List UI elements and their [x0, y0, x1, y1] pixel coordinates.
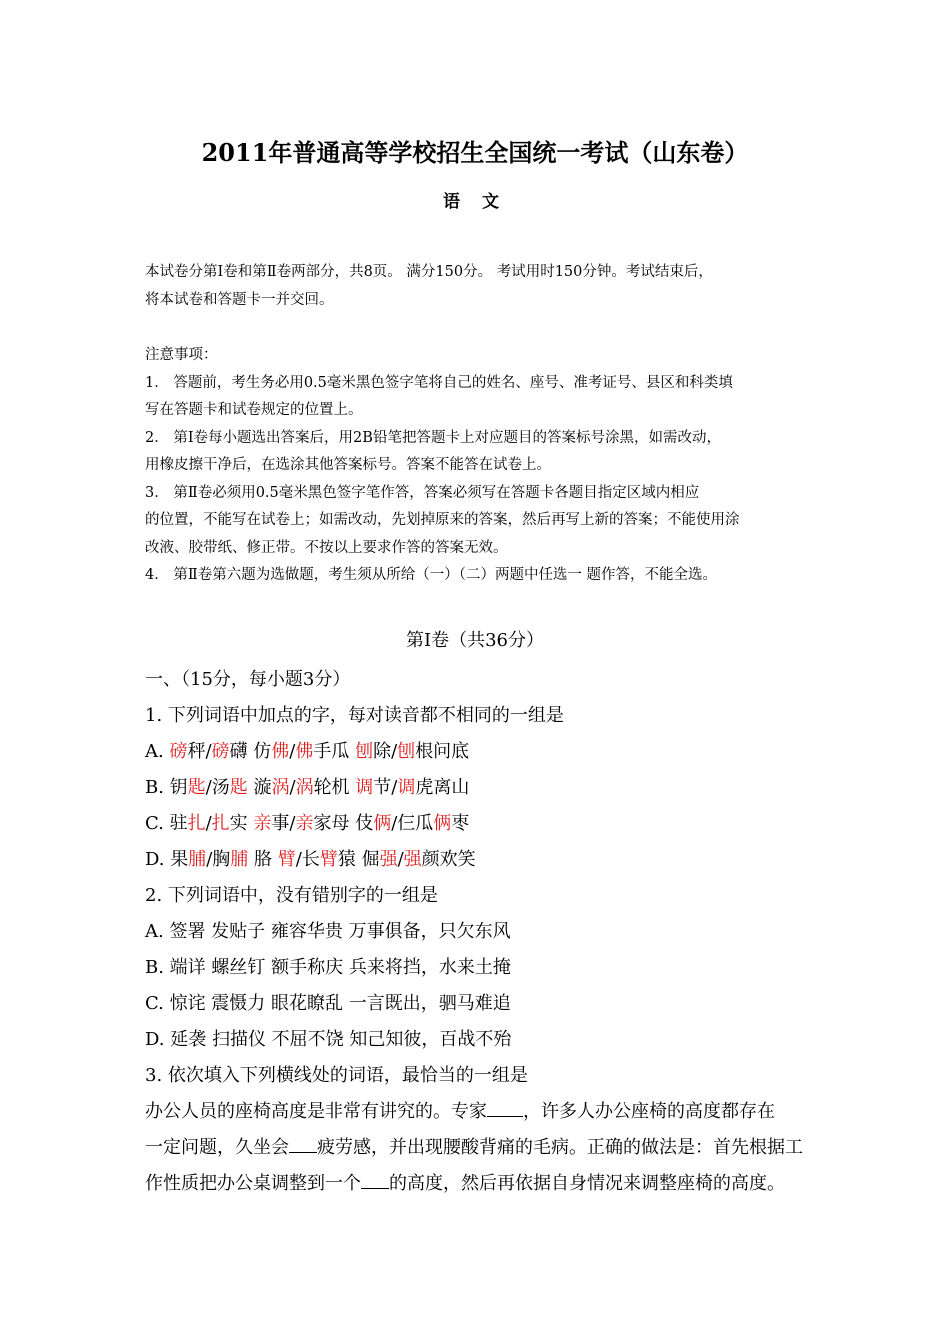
notes-line: 的位置，不能写在试卷上；如需改动，先划掉原来的答案，然后再写上新的答案；不能使用涂 — [145, 512, 740, 528]
segment: /胸 — [206, 849, 231, 870]
highlight: 调 — [397, 777, 416, 798]
highlight: 涡 — [295, 777, 314, 798]
q1-option-d — [145, 842, 825, 878]
q2-option-d: D. 延袭 扫描仪 不屈不饶 知己知彼，百战不殆 — [145, 1029, 512, 1050]
segment: 礴 仿 — [229, 741, 272, 762]
segment: /长 — [295, 849, 320, 870]
q1-option-a — [145, 734, 825, 770]
highlight: 扎 — [211, 813, 230, 834]
q2-stem: 2. 下列词语中，没有错别字的一组是 — [145, 885, 438, 906]
section-title: 第Ⅰ卷（共36分） — [405, 630, 544, 651]
notes-line: 2． 第Ⅰ卷每小题选出答案后，用2B铅笔把答题卡上对应题目的答案标号涂黑，如需改动， — [145, 429, 721, 446]
segment: / — [397, 849, 404, 870]
intro-line: 本试卷分第Ⅰ卷和第Ⅱ卷两部分，共8页。 满分150分。 考试用时150分钟。考试结束后， — [145, 264, 713, 280]
segment: 办公人员的座椅高度是非常有讲究的。专家 — [145, 1101, 487, 1122]
highlight: 俩 — [373, 813, 392, 834]
q3-passage-line — [145, 1166, 825, 1202]
q1-stem: 1. 下列词语中加点的字，每对读音都不相同的一组是 — [145, 705, 564, 726]
segment: /汤 — [205, 777, 230, 798]
highlight: 亲 — [253, 813, 272, 834]
notes-line: 3． 第Ⅱ卷必须用0.5毫米黑色签字笔作答，答案必须写在答题卡各题目指定区域内相应 — [145, 484, 700, 501]
segment: 手瓜 — [313, 741, 356, 762]
intro-line: 将本试卷和答题卡一并交回。 — [145, 292, 334, 308]
segment: ，许多人办公座椅的高度都存在 — [523, 1101, 775, 1122]
notes-line: 用橡皮擦干净后，在选涂其他答案标号。答案不能答在试卷上。 — [145, 457, 551, 473]
highlight: 亲 — [295, 813, 314, 834]
segment: 事/ — [271, 813, 296, 834]
highlight: 佛 — [271, 741, 290, 762]
segment: D. 果 — [145, 849, 189, 870]
questions — [145, 662, 825, 1202]
answer-blank[interactable] — [361, 1169, 389, 1189]
segment: 胳 — [248, 849, 278, 870]
highlight: 脯 — [230, 849, 249, 870]
segment: 枣 — [451, 813, 470, 834]
notes-section — [145, 342, 825, 590]
q3-passage-line — [145, 1094, 825, 1130]
highlight: 刨 — [355, 741, 374, 762]
highlight: 臂 — [277, 849, 296, 870]
highlight: 磅 — [169, 741, 188, 762]
segment: 除/ — [373, 741, 398, 762]
segment: 疲劳感，并出现腰酸背痛的毛病。正确的做法是：首先根据工 — [317, 1137, 803, 1158]
highlight: 扎 — [187, 813, 206, 834]
highlight: 俩 — [433, 813, 452, 834]
segment: 颜欢笑 — [421, 849, 476, 870]
highlight: 臂 — [319, 849, 338, 870]
segment: B. 钥 — [145, 777, 188, 798]
highlight: 强 — [379, 849, 398, 870]
highlight: 匙 — [229, 777, 248, 798]
notes-line: 1． 答题前，考生务必用0.5毫米黑色签字笔将自己的姓名、座号、准考证号、县区和科类填 — [145, 374, 733, 391]
highlight: 脯 — [188, 849, 207, 870]
exam-title: 2011年普通高等学校招生全国统一考试（山东卷） — [201, 138, 749, 167]
highlight: 匙 — [187, 777, 206, 798]
segment: / — [205, 813, 212, 834]
segment: 根问底 — [415, 741, 470, 762]
q1-option-c — [145, 806, 825, 842]
segment: 的高度，然后再依据自身情况来调整座椅的高度。 — [389, 1173, 785, 1194]
highlight: 磅 — [211, 741, 230, 762]
segment: 漩 — [247, 777, 272, 798]
segment: 一定问题，久坐会 — [145, 1137, 289, 1158]
segment: 作性质把办公桌调整到一个 — [145, 1173, 361, 1194]
q2-option-c: C. 惊诧 震慑力 眼花瞭乱 一言既出，驷马难追 — [145, 993, 511, 1014]
segment: /仨瓜 — [391, 813, 434, 834]
q2-option-b: B. 端详 螺丝钉 额手称庆 兵来将挡，水来土掩 — [145, 957, 511, 978]
notes-heading: 注意事项： — [145, 347, 218, 363]
segment: / — [289, 741, 296, 762]
segment: / — [289, 777, 296, 798]
notes-line: 4． 第Ⅱ卷第六题为选做题，考生须从所给（一）（二）两题中任选一 题作答，不能全选。 — [145, 567, 718, 583]
q3-stem: 3. 依次填入下列横线处的词语，最恰当的一组是 — [145, 1065, 528, 1086]
segment: 轮机 — [313, 777, 356, 798]
q1-option-b — [145, 770, 825, 806]
segment: 猿 倔 — [337, 849, 380, 870]
answer-blank[interactable] — [487, 1097, 523, 1117]
part-heading: 一、（15分，每小题3分） — [145, 669, 351, 690]
segment: 秤/ — [187, 741, 212, 762]
answer-blank[interactable] — [289, 1133, 317, 1153]
segment: A. — [145, 741, 170, 762]
segment: 家母 伎 — [313, 813, 374, 834]
highlight: 调 — [355, 777, 374, 798]
q3-passage-line — [145, 1130, 825, 1166]
highlight: 涡 — [271, 777, 290, 798]
q2-option-a: A. 签署 发贴子 雍容华贵 万事俱备，只欠东风 — [145, 921, 511, 942]
segment: 节/ — [373, 777, 398, 798]
highlight: 强 — [403, 849, 422, 870]
intro-paragraph — [145, 258, 825, 314]
segment: 虎离山 — [415, 777, 470, 798]
notes-line: 改液、胶带纸、修正带。不按以上要求作答的答案无效。 — [145, 539, 508, 556]
segment: C. 驻 — [145, 813, 188, 834]
highlight: 佛 — [295, 741, 314, 762]
highlight: 刨 — [397, 741, 416, 762]
segment: 实 — [229, 813, 254, 834]
notes-line: 写在答题卡和试卷规定的位置上。 — [145, 402, 363, 418]
subject-title: 语 文 — [443, 192, 507, 212]
